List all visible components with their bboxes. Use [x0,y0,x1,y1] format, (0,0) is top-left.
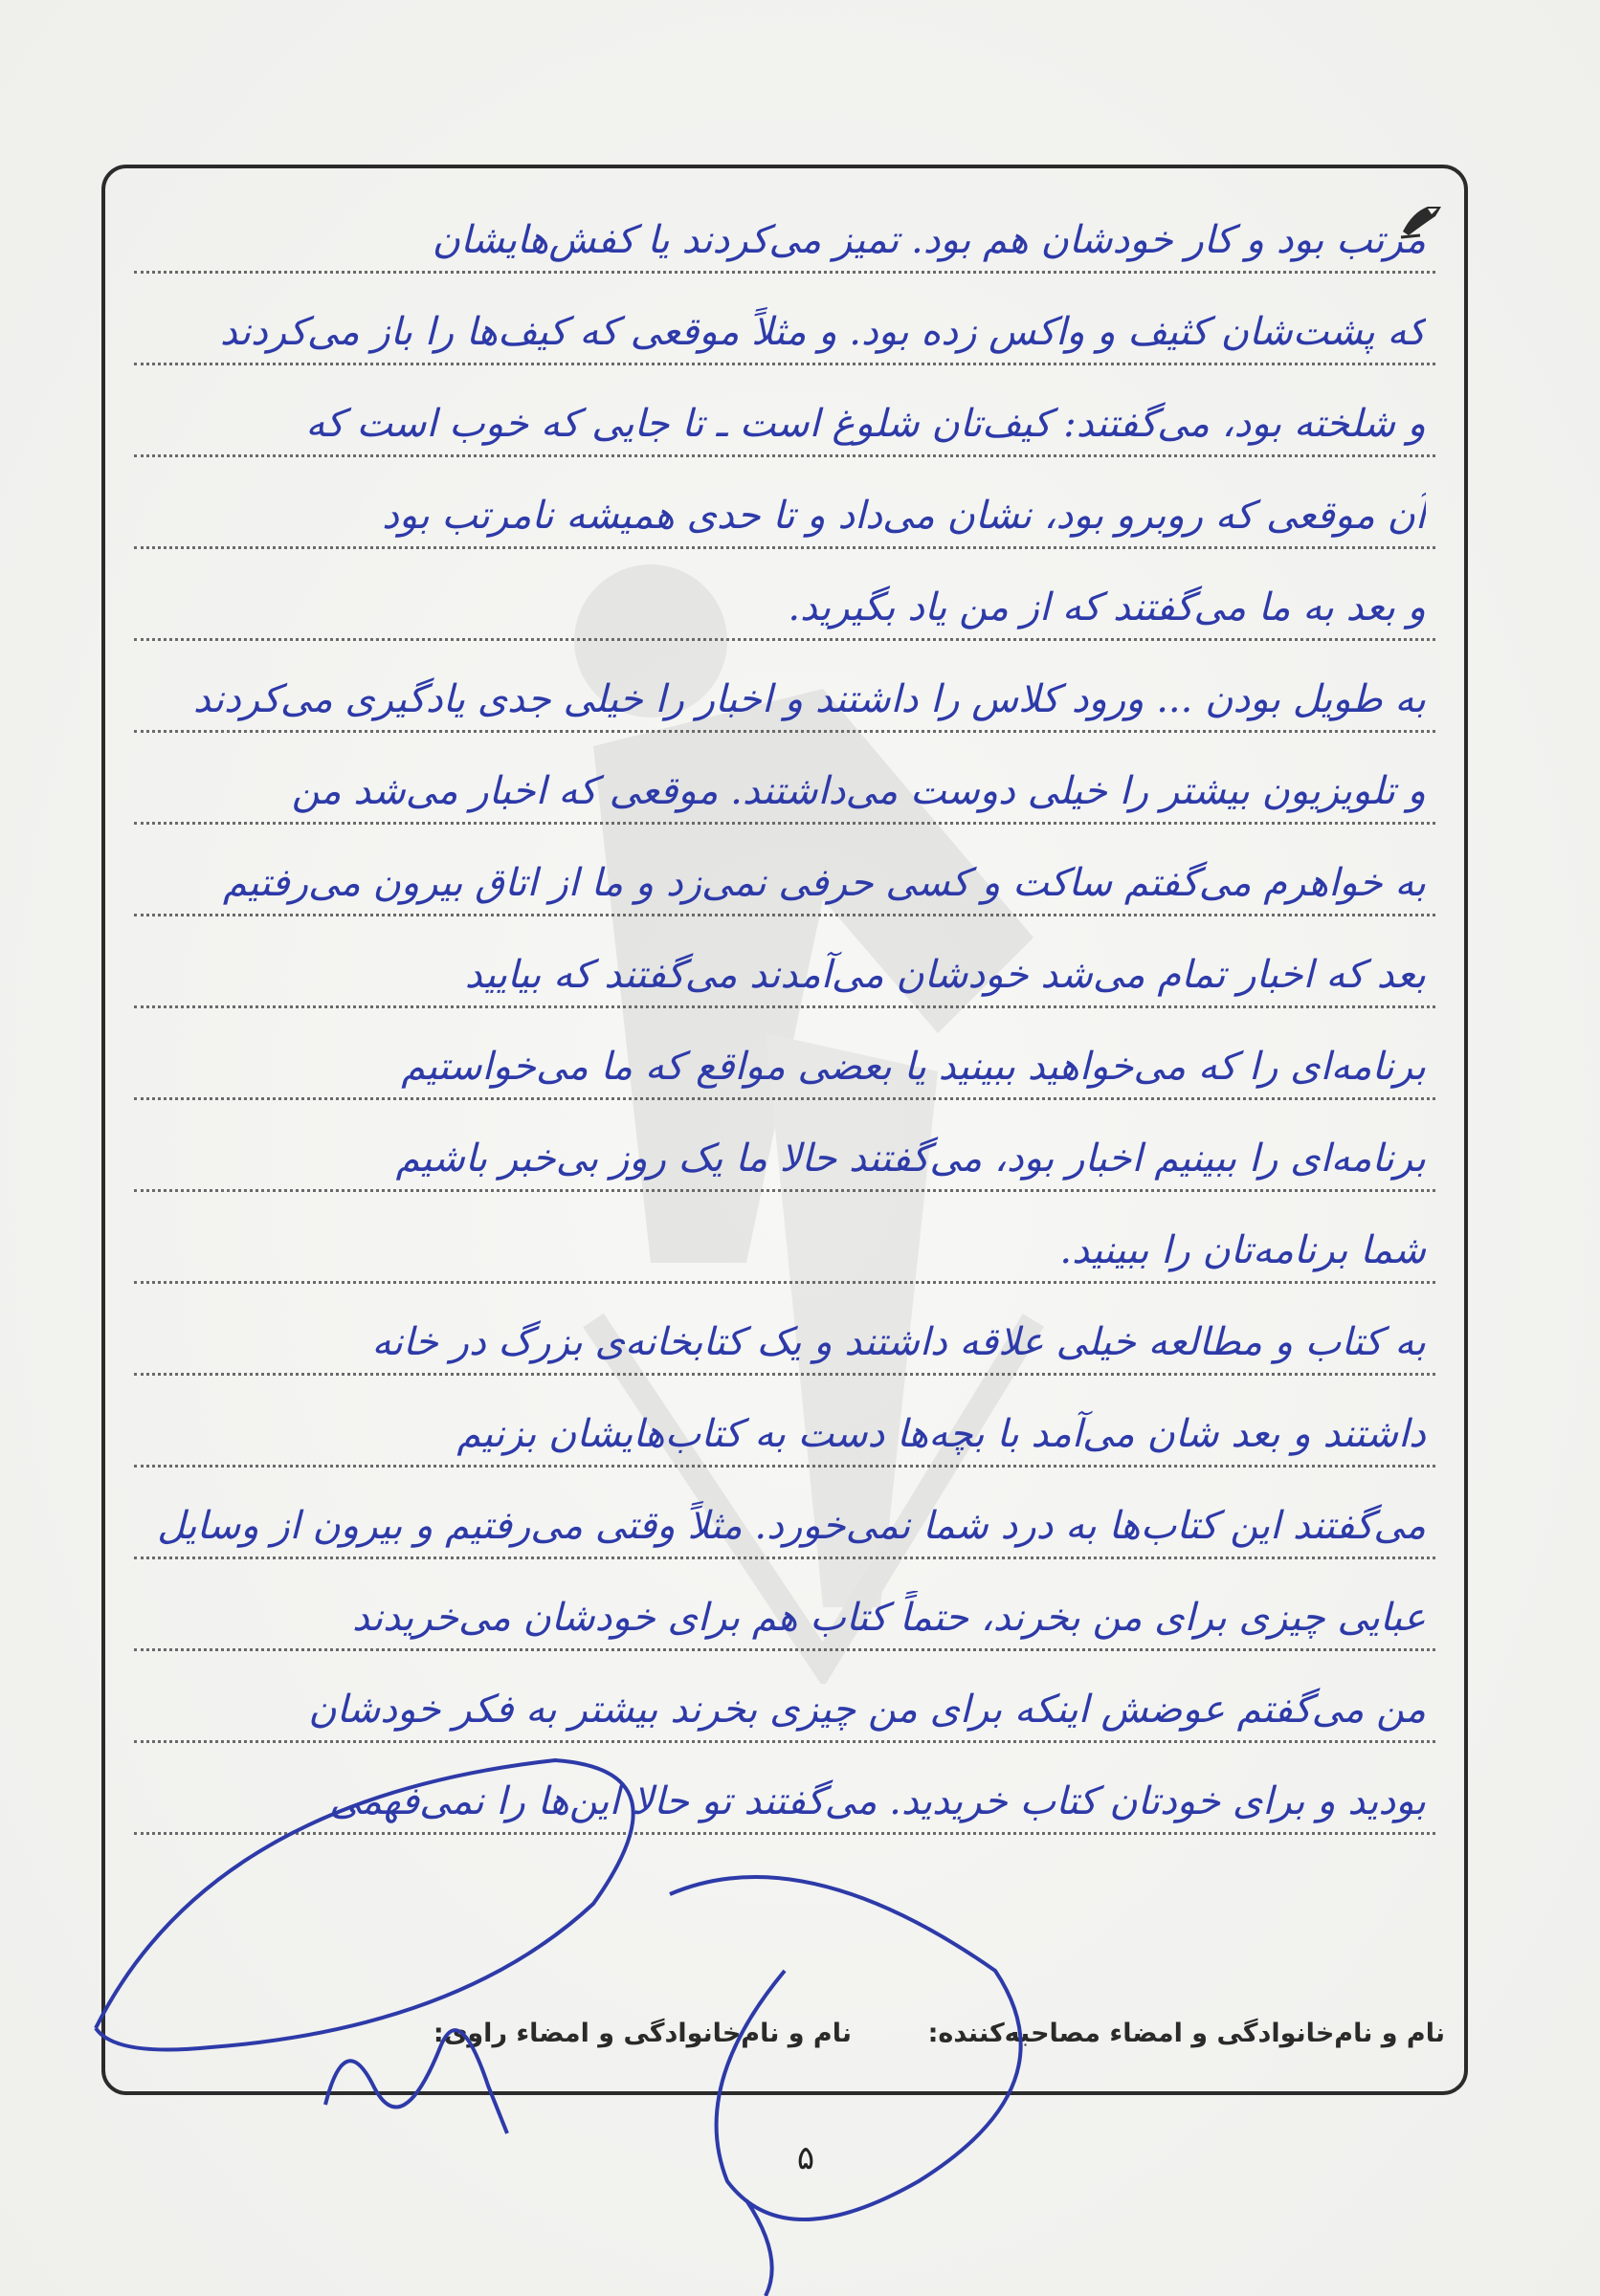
line-text: می‌گفتند این کتاب‌ها به درد شما نمی‌خورد. مثلاً وقتی می‌رفتیم و بیرون از وسایل [157,1504,1426,1548]
line-text: برنامه‌ای را ببینیم اخبار بود، می‌گفتند حالا ما یک روز بی‌خبر باشیم [395,1137,1426,1181]
text-line [134,641,1435,733]
line-text: به کتاب و مطالعه خیلی علاقه داشتند و یک کتابخانه‌ی بزرگ در خانه [371,1320,1426,1364]
text-line [134,1100,1435,1192]
line-text: به طویل بودن ... ورود کلاس را داشتند و اخبار را خیلی جدی یادگیری می‌کردند [192,677,1426,721]
line-text: و بعد به ما می‌گفتند که از من یاد بگیرید. [788,585,1426,629]
text-line [134,1559,1435,1651]
line-text: که پشت‌شان کثیف و واکس زده بود. و مثلاً موقعی که کیف‌ها را باز می‌کردند [219,310,1426,354]
text-line [134,825,1435,916]
interviewer-signature-label: نام و نام‌خانوادگی و امضاء مصاحبه‌کننده: [927,2019,1445,2048]
text-line [134,733,1435,825]
text-line [134,1192,1435,1284]
line-text: و شلخته بود، می‌گفتند: کیف‌تان شلوغ است ـ تا جایی که خوب است که [305,402,1426,446]
text-line [134,1468,1435,1559]
text-line [134,457,1435,549]
line-text: بعد که اخبار تمام می‌شد خودشان می‌آمدند می‌گفتند که بیایید [464,953,1426,997]
text-line [134,182,1435,274]
line-text: داشتند و بعد شان می‌آمد با بچه‌ها دست به کتاب‌هایشان بزنیم [456,1412,1426,1456]
line-text: و تلویزیون بیشتر را خیلی دوست می‌داشتند. موقعی که اخبار می‌شد من [291,769,1426,813]
narrator-signature-label: نام و نام‌خانوادگی و امضاء راوی: [433,2019,852,2048]
line-text: من می‌گفتم عوضش اینکه برای من چیزی بخرند بیشتر به فکر خودشان [308,1688,1426,1732]
text-line [134,916,1435,1008]
text-line [134,1376,1435,1468]
line-text: شما برنامه‌تان را ببینید. [1059,1228,1426,1272]
text-line [134,1284,1435,1376]
text-line [134,365,1435,457]
line-text: برنامه‌ای را که می‌خواهید ببینید یا بعضی مواقع که ما می‌خواستیم [401,1045,1426,1089]
text-line [134,549,1435,641]
text-line [134,1008,1435,1100]
line-text: به خواهرم می‌گفتم ساکت و کسی حرفی نمی‌زد و ما از اتاق بیرون می‌رفتیم [222,861,1426,905]
page-number: ۵ [796,2139,815,2177]
line-text: مرتب بود و کار خودشان هم بود. تمیز می‌کردند یا کفش‌هایشان [432,218,1426,262]
line-text: عبایی چیزی برای من بخرند، حتماً کتاب هم برای خودشان می‌خریدند [352,1596,1426,1640]
text-line [134,274,1435,365]
handwritten-signature [57,1684,1110,2296]
line-text: آن موقعی که روبرو بود، نشان می‌داد و تا حدی همیشه نامرتب بود [382,494,1426,538]
handwritten-text-lines [134,182,1435,1835]
line-text: بودید و برای خودتان کتاب خریدید. می‌گفتند تو حالا این‌ها را نمی‌فهمی [329,1779,1426,1823]
